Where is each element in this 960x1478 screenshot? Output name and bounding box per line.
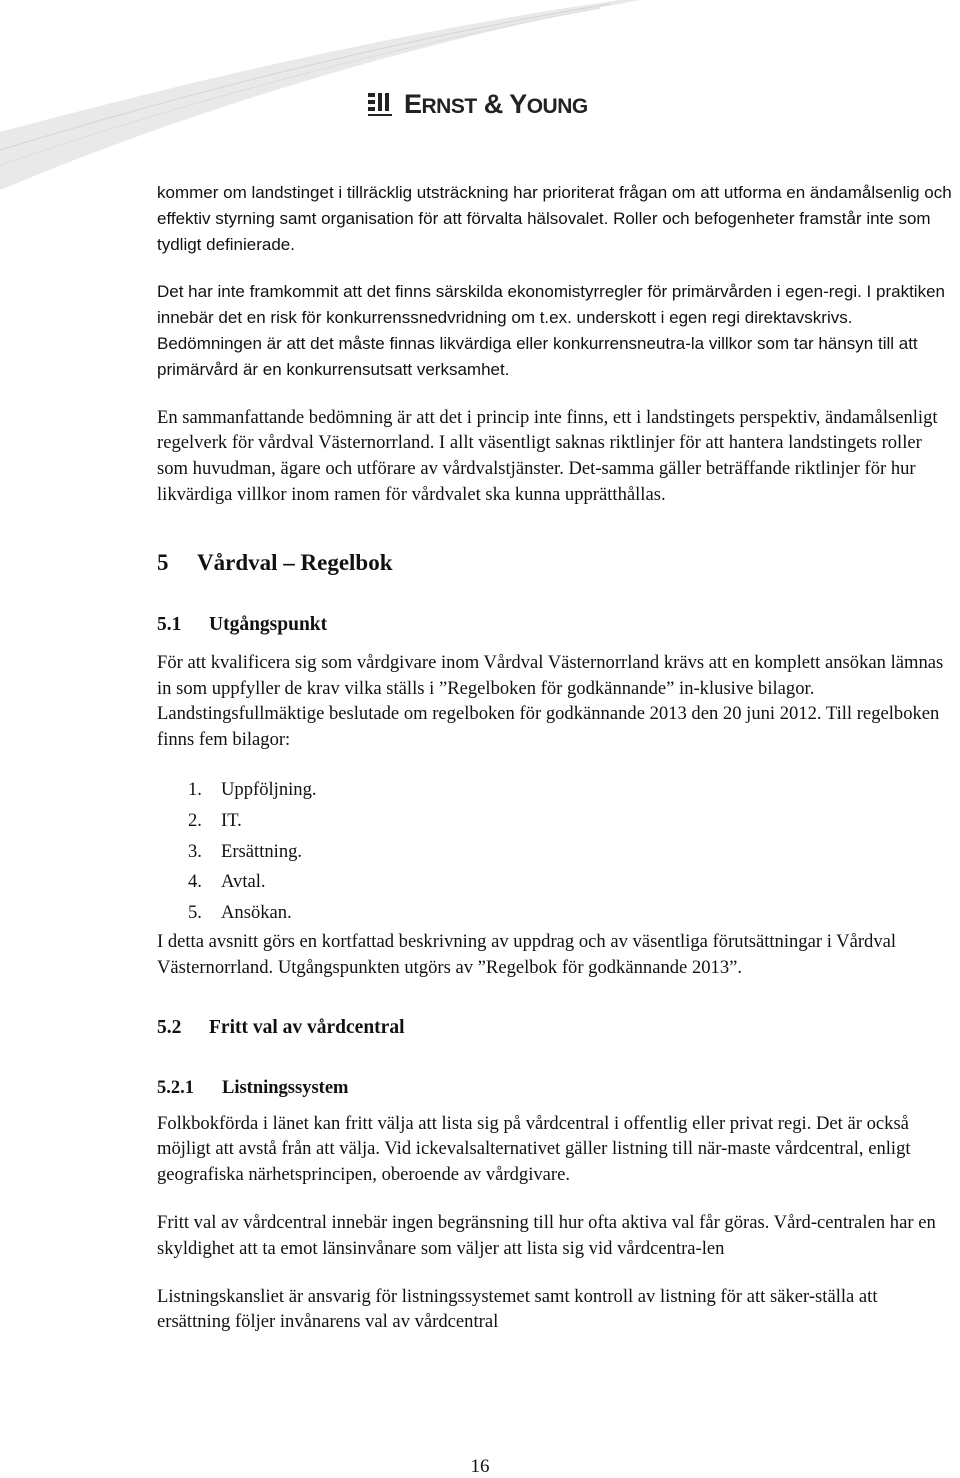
list-item: 2. IT. (188, 809, 242, 831)
list-item: 1. Uppföljning. (188, 778, 317, 800)
paragraph-1: kommer om landstinget i tillräcklig utsträckning har prioriterat frågan om att utforma en ändamålsenlig och effektiv styrning samt organisation för att förvalta hälsovalet. Roller och befogenheter framstår inte som tydligt definierade. (157, 183, 952, 254)
paragraph-4: För att kvalificera sig som vårdgivare inom Vårdval Västernorrland krävs att en komplett ansökan lämnas in som uppfyller de krav vilka ställs i ”Regelboken för godkännande” in-klusive bilagor. Landstingsfullmäktige beslutade om regelboken för godkännande 2013 den 20 juni 2012. Till regelboken finns fem bilagor: (157, 651, 944, 751)
ernst-young-logo (366, 84, 588, 124)
paragraph-3: En sammanfattande bedömning är att det i princip inte finns, ett i landstingets perspektiv, ändamålsenligt regelverk för vårdval Västernorrland. I allt väsentligt saknas riktlinjer för att hantera landstingets roller som huvudman, ägare och utförare av vårdvalstjänster. Det-samma gäller beträffande riktlinjer för hur likvärdiga villkor inom ramen för vårdvalet ska kunna upprätthållas. (157, 406, 938, 505)
paragraph-8: Listningskansliet är ansvarig för listningssystemet samt kontroll av listning för att säker-ställa att ersättning följer invånarens val av vårdcentral (157, 1285, 878, 1333)
main-content (157, 180, 953, 1335)
ey-bars-icon (366, 89, 396, 119)
list-item: 5. Ansökan. (188, 902, 292, 924)
heading-section-5-2: 5.2 Fritt val av vårdcentral (157, 1016, 405, 1038)
page-number: 16 (470, 1456, 490, 1477)
heading-section-5: 5 Vårdval – Regelbok (157, 549, 393, 575)
paragraph-2: Det har inte framkommit att det finns särskilda ekonomistyrregler för primärvården i egen-regi. I praktiken innebär det en risk för konkurrenssnedvridning om t.ex. underskott i egen regi direktavskrivs. Bedömningen är att det måste finnas likvärdiga eller konkurrensneutra-la villkor som tar hänsyn till att primärvård är en konkurrensutsatt verksamhet. (157, 282, 945, 379)
paragraph-6: Folkbokförda i länet kan fritt välja att lista sig på vårdcentral i offentlig eller privat regi. Det är också möjligt att avstå från att välja. Vid ickevalsalternativet gäller listning till när-maste vårdcentral, enligt geografiska närhetsprincipen, oberoende av vårdgivare. (157, 1112, 911, 1186)
heading-section-5-2-1: 5.2.1 Listningssystem (157, 1077, 349, 1098)
logo-wordmark: ERNST & YOUNG (404, 88, 588, 119)
list-item: 3. Ersättning. (188, 840, 303, 862)
paragraph-5: I detta avsnitt görs en kortfattad beskrivning av uppdrag och av väsentliga förutsättningar i Vårdval Västernorrland. Utgångspunkten utgörs av ”Regelbok för godkännande 2013”. (157, 930, 897, 978)
heading-section-5-1: 5.1 Utgångspunkt (157, 613, 328, 635)
list-item: 4. Avtal. (188, 871, 266, 893)
attachment-list (157, 775, 953, 929)
paragraph-7: Fritt val av vårdcentral innebär ingen begränsning till hur ofta aktiva val får göras. Vård-centralen har en skyldighet att ta emot länsinvånare som väljer att lista sig vid vårdcentra-len (157, 1211, 936, 1259)
